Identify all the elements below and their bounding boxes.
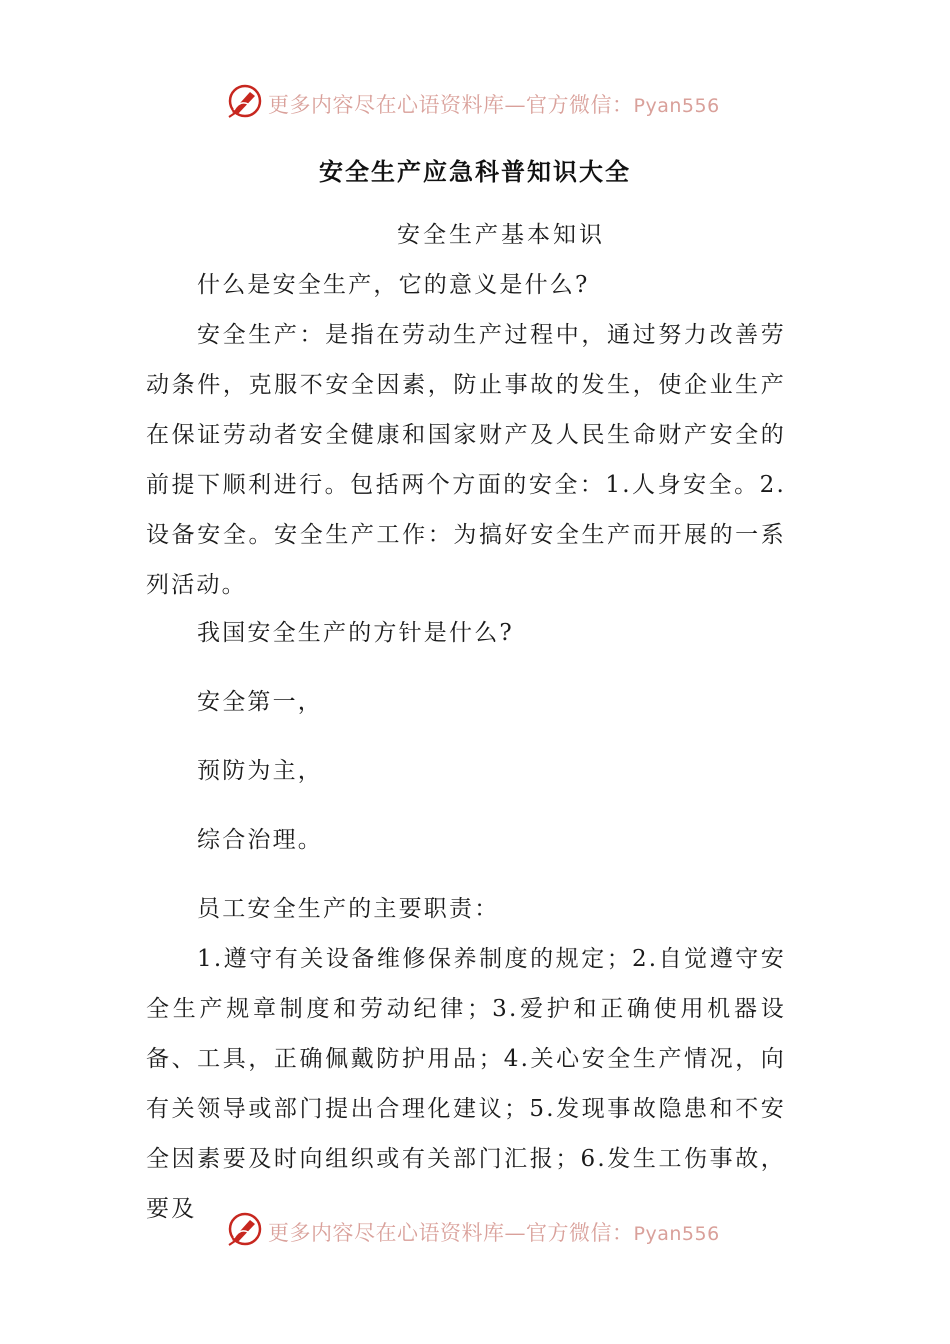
banner-text: 更多内容尽在心语资料库—官方微信：Pyan556	[268, 93, 720, 117]
answer-1: 安全生产：是指在劳动生产过程中，通过努力改善劳动条件，克服不安全因素，防止事故的发生，使企业生产在保证劳动者安全健康和国家财产及人民生命财产安全的前提下顺利进行。包括两个方面的安全：1.人身安全。2.设备安全。安全生产工作：为搞好安全生产而开展的一系列活动。	[146, 322, 786, 598]
section-subtitle: 安全生产基本知识	[397, 222, 605, 248]
pen-logo-icon	[226, 82, 264, 120]
policy-line-2: 预防为主，	[197, 758, 323, 784]
document-title: 安全生产应急科普知识大全	[319, 158, 631, 186]
header-banner	[0, 82, 950, 122]
wechat-id: Pyan556	[633, 1223, 720, 1245]
question-3: 员工安全生产的主要职责：	[197, 896, 500, 922]
policy-line-1: 安全第一，	[197, 689, 323, 715]
pen-logo-icon	[226, 1210, 264, 1248]
policy-line-3: 综合治理。	[197, 827, 323, 853]
question-1: 什么是安全生产，它的意义是什么?	[197, 272, 590, 298]
banner-text: 更多内容尽在心语资料库—官方微信：Pyan556	[268, 1221, 720, 1245]
footer-banner	[0, 1210, 950, 1250]
wechat-id: Pyan556	[633, 95, 720, 117]
answer-3: 1.遵守有关设备维修保养制度的规定；2.自觉遵守安全生产规章制度和劳动纪律；3.爱护和正确使用机器设备、工具，正确佩戴防护用品；4.关心安全生产情况，向有关领导或部门提出合理化建议；5.发现事故隐患和不安全因素要及时向组织或有关部门汇报；6.发生工伤事故，要及	[146, 946, 786, 1222]
question-2: 我国安全生产的方针是什么?	[197, 620, 514, 646]
